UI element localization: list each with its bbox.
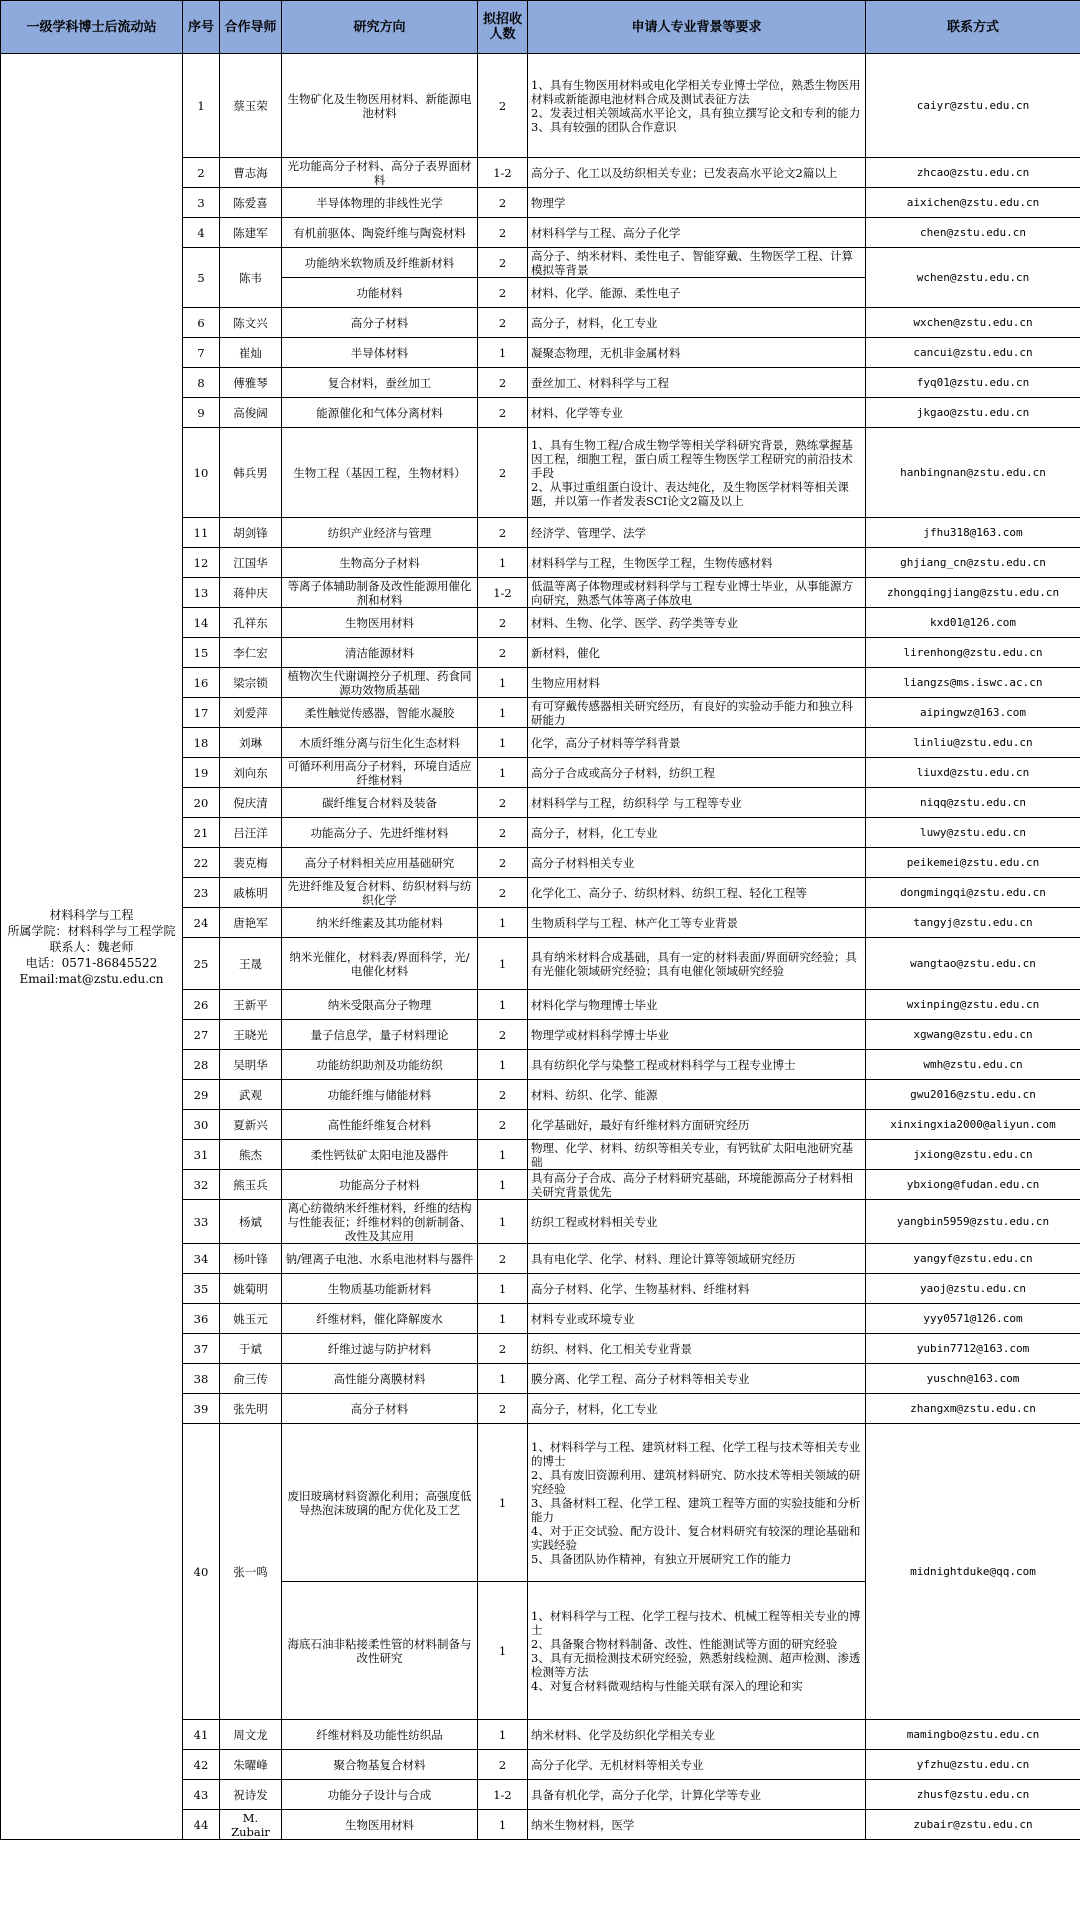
requirements: 1、具有生物工程/合成生物学等相关学科研究背景，熟练掌握基因工程，细胞工程，蛋白质工程等生物医学工程研究的前沿技术手段 2、从事过重组蛋白设计、表达纯化，及生物医学材料等相关课题，并以第一作者发表SCI论文2篇及以上 [528, 428, 866, 518]
research-direction: 功能高分子、先进纤维材料 [282, 818, 478, 848]
requirements: 材料专业或环境专业 [528, 1304, 866, 1334]
requirements: 1、具有生物医用材料或电化学相关专业博士学位，熟悉生物医用材料或新能源电池材料合成及测试表征方法 2、发表过相关领域高水平论文，具有独立撰写论文和专利的能力 3、具有较强的团队合作意识 [528, 54, 866, 158]
header-no: 序号 [183, 1, 220, 54]
quota: 2 [478, 1080, 528, 1110]
row-number: 21 [183, 818, 220, 848]
row-number: 31 [183, 1140, 220, 1170]
research-direction: 生物矿化及生物医用材料、新能源电池材料 [282, 54, 478, 158]
contact-email: wxinping@zstu.edu.cn [866, 990, 1080, 1020]
row-number: 37 [183, 1334, 220, 1364]
quota: 1 [478, 758, 528, 788]
mentor-name: 高俊阔 [220, 398, 282, 428]
quota: 2 [478, 818, 528, 848]
mentor-name: 傅雅琴 [220, 368, 282, 398]
research-direction: 废旧玻璃材料资源化利用；高强度低导热泡沫玻璃的配方优化及工艺 [282, 1424, 478, 1582]
quota: 1 [478, 1274, 528, 1304]
mentor-name: 杨斌 [220, 1200, 282, 1244]
quota: 2 [478, 878, 528, 908]
row-number: 13 [183, 578, 220, 608]
row-number: 19 [183, 758, 220, 788]
station-info-line3: 联系人：魏老师 [49, 939, 134, 954]
research-direction: 半导体材料 [282, 338, 478, 368]
research-direction: 等离子体辅助制备及改性能源用催化剂和材料 [282, 578, 478, 608]
contact-email: chen@zstu.edu.cn [866, 218, 1080, 248]
row-number: 3 [183, 188, 220, 218]
contact-email: aipingwz@163.com [866, 698, 1080, 728]
mentor-name: 张一鸣 [220, 1424, 282, 1720]
mentor-name: 刘向东 [220, 758, 282, 788]
quota: 2 [478, 1334, 528, 1364]
requirements: 凝聚态物理，无机非金属材料 [528, 338, 866, 368]
quota: 2 [478, 848, 528, 878]
contact-email: wxchen@zstu.edu.cn [866, 308, 1080, 338]
requirements: 纺织工程或材料相关专业 [528, 1200, 866, 1244]
requirements: 高分子合成或高分子材料，纺织工程 [528, 758, 866, 788]
mentor-name: 陈建军 [220, 218, 282, 248]
contact-email: jfhu318@163.com [866, 518, 1080, 548]
row-number: 29 [183, 1080, 220, 1110]
contact-email: wangtao@zstu.edu.cn [866, 938, 1080, 990]
research-direction: 海底石油非粘接柔性管的材料制备与改性研究 [282, 1582, 478, 1720]
row-number: 38 [183, 1364, 220, 1394]
row-number: 6 [183, 308, 220, 338]
research-direction: 光功能高分子材料、高分子表界面材料 [282, 158, 478, 188]
contact-email: xinxingxia2000@aliyun.com [866, 1110, 1080, 1140]
quota: 2 [478, 1020, 528, 1050]
contact-email: niqq@zstu.edu.cn [866, 788, 1080, 818]
contact-email: xgwang@zstu.edu.cn [866, 1020, 1080, 1050]
mentor-name: 朱曜峰 [220, 1750, 282, 1780]
contact-email: yfzhu@zstu.edu.cn [866, 1750, 1080, 1780]
requirements: 1、材料科学与工程、化学工程与技术、机械工程等相关专业的博士 2、具备聚合物材料制备、改性、性能测试等方面的研究经验 3、具有无损检测技术研究经验，熟悉射线检测、超声检测、渗透检测等方法 4、对复合材料微观结构与性能关联有深入的理论和实 [528, 1582, 866, 1720]
contact-email: yuschn@163.com [866, 1364, 1080, 1394]
research-direction: 木质纤维分离与衍生化生态材料 [282, 728, 478, 758]
row-number: 39 [183, 1394, 220, 1424]
requirements: 材料、纺织、化学、能源 [528, 1080, 866, 1110]
mentor-name: 蒋仲庆 [220, 578, 282, 608]
header-quota: 拟招收人数 [478, 1, 528, 54]
contact-email: lirenhong@zstu.edu.cn [866, 638, 1080, 668]
research-direction: 纺织产业经济与管理 [282, 518, 478, 548]
row-number: 12 [183, 548, 220, 578]
contact-email: zhusf@zstu.edu.cn [866, 1780, 1080, 1810]
research-direction: 高分子材料 [282, 1394, 478, 1424]
mentor-name: 陈韦 [220, 248, 282, 308]
row-number: 26 [183, 990, 220, 1020]
contact-email: hanbingnan@zstu.edu.cn [866, 428, 1080, 518]
mentor-name: 武观 [220, 1080, 282, 1110]
mentor-name: 王新平 [220, 990, 282, 1020]
contact-email: zhcao@zstu.edu.cn [866, 158, 1080, 188]
mentor-name: 王晓光 [220, 1020, 282, 1050]
requirements: 具有纳米材料合成基础，具有一定的材料表面/界面研究经验；具有光催化领域研究经验；具有电催化领域研究经验 [528, 938, 866, 990]
mentor-name: M. Zubair [220, 1810, 282, 1840]
contact-email: yubin7712@163.com [866, 1334, 1080, 1364]
requirements: 纳米材料、化学及纺织化学相关专业 [528, 1720, 866, 1750]
requirements: 具有高分子合成、高分子材料研究基础，环境能源高分子材料相关研究背景优先 [528, 1170, 866, 1200]
mentor-name: 李仁宏 [220, 638, 282, 668]
row-number: 10 [183, 428, 220, 518]
research-direction: 聚合物基复合材料 [282, 1750, 478, 1780]
contact-email: liangzs@ms.iswc.ac.cn [866, 668, 1080, 698]
contact-email: ghjiang_cn@zstu.edu.cn [866, 548, 1080, 578]
research-direction: 生物高分子材料 [282, 548, 478, 578]
requirements: 材料科学与工程、高分子化学 [528, 218, 866, 248]
mentor-name: 张先明 [220, 1394, 282, 1424]
quota: 1 [478, 668, 528, 698]
contact-email: aixichen@zstu.edu.cn [866, 188, 1080, 218]
contact-email: fyq01@zstu.edu.cn [866, 368, 1080, 398]
quota: 1 [478, 548, 528, 578]
research-direction: 复合材料，蚕丝加工 [282, 368, 478, 398]
requirements: 纳米生物材料，医学 [528, 1810, 866, 1840]
contact-email: zhongqingjiang@zstu.edu.cn [866, 578, 1080, 608]
research-direction: 有机前驱体、陶瓷纤维与陶瓷材料 [282, 218, 478, 248]
quota: 1 [478, 1140, 528, 1170]
quota: 2 [478, 1110, 528, 1140]
station-info-line5: Email:mat@zstu.edu.cn [19, 971, 164, 986]
research-direction: 可循环利用高分子材料，环境自适应纤维材料 [282, 758, 478, 788]
header-mentor: 合作导师 [220, 1, 282, 54]
row-number: 2 [183, 158, 220, 188]
research-direction: 高分子材料 [282, 308, 478, 338]
contact-email: mamingbo@zstu.edu.cn [866, 1720, 1080, 1750]
row-number: 4 [183, 218, 220, 248]
row-number: 16 [183, 668, 220, 698]
quota: 1 [478, 1424, 528, 1582]
station-info-line1: 材料科学与工程 [49, 907, 134, 922]
mentor-name: 蔡玉荣 [220, 54, 282, 158]
research-direction: 纳米光催化，材料表/界面科学，光/电催化材料 [282, 938, 478, 990]
quota: 1 [478, 1364, 528, 1394]
row-number: 20 [183, 788, 220, 818]
quota: 1 [478, 728, 528, 758]
quota: 1 [478, 908, 528, 938]
research-direction: 钠/锂离子电池、水系电池材料与器件 [282, 1244, 478, 1274]
row-number: 9 [183, 398, 220, 428]
mentor-name: 梁宗锁 [220, 668, 282, 698]
contact-email: dongmingqi@zstu.edu.cn [866, 878, 1080, 908]
requirements: 蚕丝加工、材料科学与工程 [528, 368, 866, 398]
requirements: 化学化工、高分子、纺织材料、纺织工程、轻化工程等 [528, 878, 866, 908]
mentor-name: 韩兵男 [220, 428, 282, 518]
quota: 1 [478, 1200, 528, 1244]
requirements: 高分子，材料，化工专业 [528, 818, 866, 848]
contact-email: yyy0571@126.com [866, 1304, 1080, 1334]
mentor-name: 崔灿 [220, 338, 282, 368]
mentor-name: 熊玉兵 [220, 1170, 282, 1200]
requirements: 高分子材料、化学、生物基材料、纤维材料 [528, 1274, 866, 1304]
mentor-name: 孔祥东 [220, 608, 282, 638]
requirements: 高分子，材料，化工专业 [528, 308, 866, 338]
row-number: 11 [183, 518, 220, 548]
mentor-name: 胡剑锋 [220, 518, 282, 548]
research-direction: 生物医用材料 [282, 608, 478, 638]
requirements: 高分子材料相关专业 [528, 848, 866, 878]
quota: 2 [478, 278, 528, 308]
station-info-cell [1, 54, 183, 1840]
research-direction: 高性能纤维复合材料 [282, 1110, 478, 1140]
contact-email: yaoj@zstu.edu.cn [866, 1274, 1080, 1304]
header-station: 一级学科博士后流动站 [1, 1, 183, 54]
requirements: 膜分离、化学工程、高分子材料等相关专业 [528, 1364, 866, 1394]
quota: 1-2 [478, 578, 528, 608]
research-direction: 功能纤维与储能材料 [282, 1080, 478, 1110]
research-direction: 柔性钙钛矿太阳电池及器件 [282, 1140, 478, 1170]
requirements: 具备有机化学，高分子化学，计算化学等专业 [528, 1780, 866, 1810]
row-number: 33 [183, 1200, 220, 1244]
requirements: 物理学或材料科学博士毕业 [528, 1020, 866, 1050]
mentor-name: 王晟 [220, 938, 282, 990]
mentor-name: 刘琳 [220, 728, 282, 758]
row-number: 43 [183, 1780, 220, 1810]
contact-email: liuxd@zstu.edu.cn [866, 758, 1080, 788]
header-row [1, 1, 1080, 54]
row-number: 18 [183, 728, 220, 758]
contact-email: tangyj@zstu.edu.cn [866, 908, 1080, 938]
header-contact: 联系方式 [866, 1, 1080, 54]
quota: 1 [478, 338, 528, 368]
quota: 2 [478, 1394, 528, 1424]
requirements: 具有纺织化学与染整工程或材料科学与工程专业博士 [528, 1050, 866, 1080]
research-direction: 先进纤维及复合材料、纺织材料与纺织化学 [282, 878, 478, 908]
contact-email: luwy@zstu.edu.cn [866, 818, 1080, 848]
mentor-name: 姚菊明 [220, 1274, 282, 1304]
requirements: 物理学 [528, 188, 866, 218]
quota: 2 [478, 788, 528, 818]
contact-email: linliu@zstu.edu.cn [866, 728, 1080, 758]
quota: 1 [478, 990, 528, 1020]
research-direction: 纳米纤维素及其功能材料 [282, 908, 478, 938]
quota: 1 [478, 698, 528, 728]
contact-email: wchen@zstu.edu.cn [866, 248, 1080, 308]
quota: 2 [478, 218, 528, 248]
contact-email: jkgao@zstu.edu.cn [866, 398, 1080, 428]
research-direction: 功能分子设计与合成 [282, 1780, 478, 1810]
row-number: 28 [183, 1050, 220, 1080]
contact-email: gwu2016@zstu.edu.cn [866, 1080, 1080, 1110]
requirements: 生物应用材料 [528, 668, 866, 698]
mentor-name: 祝诗发 [220, 1780, 282, 1810]
row-number: 30 [183, 1110, 220, 1140]
mentor-name: 吴明华 [220, 1050, 282, 1080]
requirements: 化学，高分子材料等学科背景 [528, 728, 866, 758]
research-direction: 离心纺微纳米纤维材料，纤维的结构与性能表征；纤维材料的创新制备、改性及其应用 [282, 1200, 478, 1244]
row-number: 35 [183, 1274, 220, 1304]
quota: 1 [478, 1050, 528, 1080]
contact-email: yangbin5959@zstu.edu.cn [866, 1200, 1080, 1244]
requirements: 材料科学与工程，生物医学工程，生物传感材料 [528, 548, 866, 578]
requirements: 高分子，材料，化工专业 [528, 1394, 866, 1424]
research-direction: 功能纺织助剂及功能纺织 [282, 1050, 478, 1080]
research-direction: 高性能分离膜材料 [282, 1364, 478, 1394]
research-direction: 纳米受限高分子物理 [282, 990, 478, 1020]
quota: 1 [478, 1170, 528, 1200]
mentor-name: 江国华 [220, 548, 282, 578]
requirements: 具有电化学、化学、材料、理论计算等领域研究经历 [528, 1244, 866, 1274]
row-number: 40 [183, 1424, 220, 1720]
requirements: 材料化学与物理博士毕业 [528, 990, 866, 1020]
table-row [1, 54, 1080, 158]
contact-email: wmh@zstu.edu.cn [866, 1050, 1080, 1080]
row-number: 14 [183, 608, 220, 638]
mentor-name: 周文龙 [220, 1720, 282, 1750]
contact-email: midnightduke@qq.com [866, 1424, 1080, 1720]
row-number: 42 [183, 1750, 220, 1780]
row-number: 1 [183, 54, 220, 158]
row-number: 15 [183, 638, 220, 668]
quota: 2 [478, 518, 528, 548]
quota: 2 [478, 308, 528, 338]
row-number: 5 [183, 248, 220, 308]
requirements: 材料、化学等专业 [528, 398, 866, 428]
quota: 2 [478, 638, 528, 668]
requirements: 经济学、管理学、法学 [528, 518, 866, 548]
mentor-name: 于斌 [220, 1334, 282, 1364]
row-number: 23 [183, 878, 220, 908]
mentor-name: 倪庆清 [220, 788, 282, 818]
requirements: 纺织、材料、化工相关专业背景 [528, 1334, 866, 1364]
quota: 1 [478, 1582, 528, 1720]
research-direction: 生物质基功能新材料 [282, 1274, 478, 1304]
row-number: 41 [183, 1720, 220, 1750]
requirements: 高分子化学、无机材料等相关专业 [528, 1750, 866, 1780]
row-number: 24 [183, 908, 220, 938]
header-requirements: 申请人专业背景等要求 [528, 1, 866, 54]
row-number: 36 [183, 1304, 220, 1334]
research-direction: 清洁能源材料 [282, 638, 478, 668]
mentor-name: 刘爱萍 [220, 698, 282, 728]
contact-email: yangyf@zstu.edu.cn [866, 1244, 1080, 1274]
quota: 2 [478, 1750, 528, 1780]
quota: 2 [478, 608, 528, 638]
requirements: 低温等离子体物理或材料科学与工程专业博士毕业，从事能源方向研究，熟悉气体等离子体放电 [528, 578, 866, 608]
quota: 2 [478, 398, 528, 428]
research-direction: 能源催化和气体分离材料 [282, 398, 478, 428]
research-direction: 纤维材料，催化降解废水 [282, 1304, 478, 1334]
research-direction: 生物医用材料 [282, 1810, 478, 1840]
mentor-name: 裴克梅 [220, 848, 282, 878]
requirements: 物理、化学、材料、纺织等相关专业，有钙钛矿太阳电池研究基础 [528, 1140, 866, 1170]
quota: 2 [478, 1244, 528, 1274]
quota: 1 [478, 938, 528, 990]
mentor-name: 夏新兴 [220, 1110, 282, 1140]
contact-email: cancui@zstu.edu.cn [866, 338, 1080, 368]
row-number: 17 [183, 698, 220, 728]
research-direction: 纤维材料及功能性纺织品 [282, 1720, 478, 1750]
research-direction: 高分子材料相关应用基础研究 [282, 848, 478, 878]
mentor-name: 杨叶锋 [220, 1244, 282, 1274]
quota: 2 [478, 54, 528, 158]
row-number: 32 [183, 1170, 220, 1200]
requirements: 材料科学与工程，纺织科学 与工程等专业 [528, 788, 866, 818]
requirements: 1、材料科学与工程、建筑材料工程、化学工程与技术等相关专业的博士 2、具有废旧资源利用、建筑材料研究、防水技术等相关领域的研究经验 3、具备材料工程、化学工程、建筑工程等方面的实验技能和分析能力 4、对于正交试验、配方设计、复合材料研究有较深的理论基础和实践经验 5、具备团队协作精神，有独立开展研究工作的能力 [528, 1424, 866, 1582]
row-number: 22 [183, 848, 220, 878]
research-direction: 功能材料 [282, 278, 478, 308]
mentor-name: 陈爱喜 [220, 188, 282, 218]
quota: 1-2 [478, 1780, 528, 1810]
contact-email: kxd01@126.com [866, 608, 1080, 638]
contact-email: zhangxm@zstu.edu.cn [866, 1394, 1080, 1424]
row-number: 7 [183, 338, 220, 368]
mentor-name: 戚栋明 [220, 878, 282, 908]
mentor-name: 陈文兴 [220, 308, 282, 338]
research-direction: 植物次生代谢调控分子机理、药食同源功效物质基础 [282, 668, 478, 698]
row-number: 27 [183, 1020, 220, 1050]
research-direction: 碳纤维复合材料及装备 [282, 788, 478, 818]
quota: 1 [478, 1304, 528, 1334]
requirements: 材料、生物、化学、医学、药学类等专业 [528, 608, 866, 638]
station-info-line2: 所属学院：材料科学与工程学院 [7, 923, 176, 938]
row-number: 44 [183, 1810, 220, 1840]
mentor-name: 熊杰 [220, 1140, 282, 1170]
research-direction: 纤维过滤与防护材料 [282, 1334, 478, 1364]
research-direction: 半导体物理的非线性光学 [282, 188, 478, 218]
requirements: 生物质科学与工程、林产化工等专业背景 [528, 908, 866, 938]
contact-email: zubair@zstu.edu.cn [866, 1810, 1080, 1840]
research-direction: 生物工程（基因工程，生物材料） [282, 428, 478, 518]
requirements: 高分子、化工以及纺织相关专业；已发表高水平论文2篇以上 [528, 158, 866, 188]
mentor-name: 曹志海 [220, 158, 282, 188]
quota: 2 [478, 188, 528, 218]
quota: 1 [478, 1810, 528, 1840]
requirements: 材料、化学、能源、柔性电子 [528, 278, 866, 308]
research-direction: 功能高分子材料 [282, 1170, 478, 1200]
mentor-name: 吕汪洋 [220, 818, 282, 848]
mentor-name: 姚玉元 [220, 1304, 282, 1334]
quota: 2 [478, 428, 528, 518]
quota: 2 [478, 248, 528, 278]
quota: 1 [478, 1720, 528, 1750]
requirements: 高分子、纳米材料、柔性电子、智能穿戴、生物医学工程、计算模拟等背景 [528, 248, 866, 278]
station-info-line4: 电话：0571-86845522 [25, 955, 158, 970]
requirements: 化学基础好，最好有纤维材料方面研究经历 [528, 1110, 866, 1140]
research-direction: 柔性触觉传感器，智能水凝胶 [282, 698, 478, 728]
contact-email: ybxiong@fudan.edu.cn [866, 1170, 1080, 1200]
requirements: 有可穿戴传感器相关研究经历，有良好的实验动手能力和独立科研能力 [528, 698, 866, 728]
mentor-name: 唐艳军 [220, 908, 282, 938]
requirements: 新材料，催化 [528, 638, 866, 668]
contact-email: jxiong@zstu.edu.cn [866, 1140, 1080, 1170]
row-number: 34 [183, 1244, 220, 1274]
header-direction: 研究方向 [282, 1, 478, 54]
quota: 2 [478, 368, 528, 398]
row-number: 8 [183, 368, 220, 398]
research-direction: 量子信息学，量子材料理论 [282, 1020, 478, 1050]
row-number: 25 [183, 938, 220, 990]
research-direction: 功能纳米软物质及纤维新材料 [282, 248, 478, 278]
mentor-name: 俞三传 [220, 1364, 282, 1394]
contact-email: peikemei@zstu.edu.cn [866, 848, 1080, 878]
contact-email: caiyr@zstu.edu.cn [866, 54, 1080, 158]
quota: 1-2 [478, 158, 528, 188]
